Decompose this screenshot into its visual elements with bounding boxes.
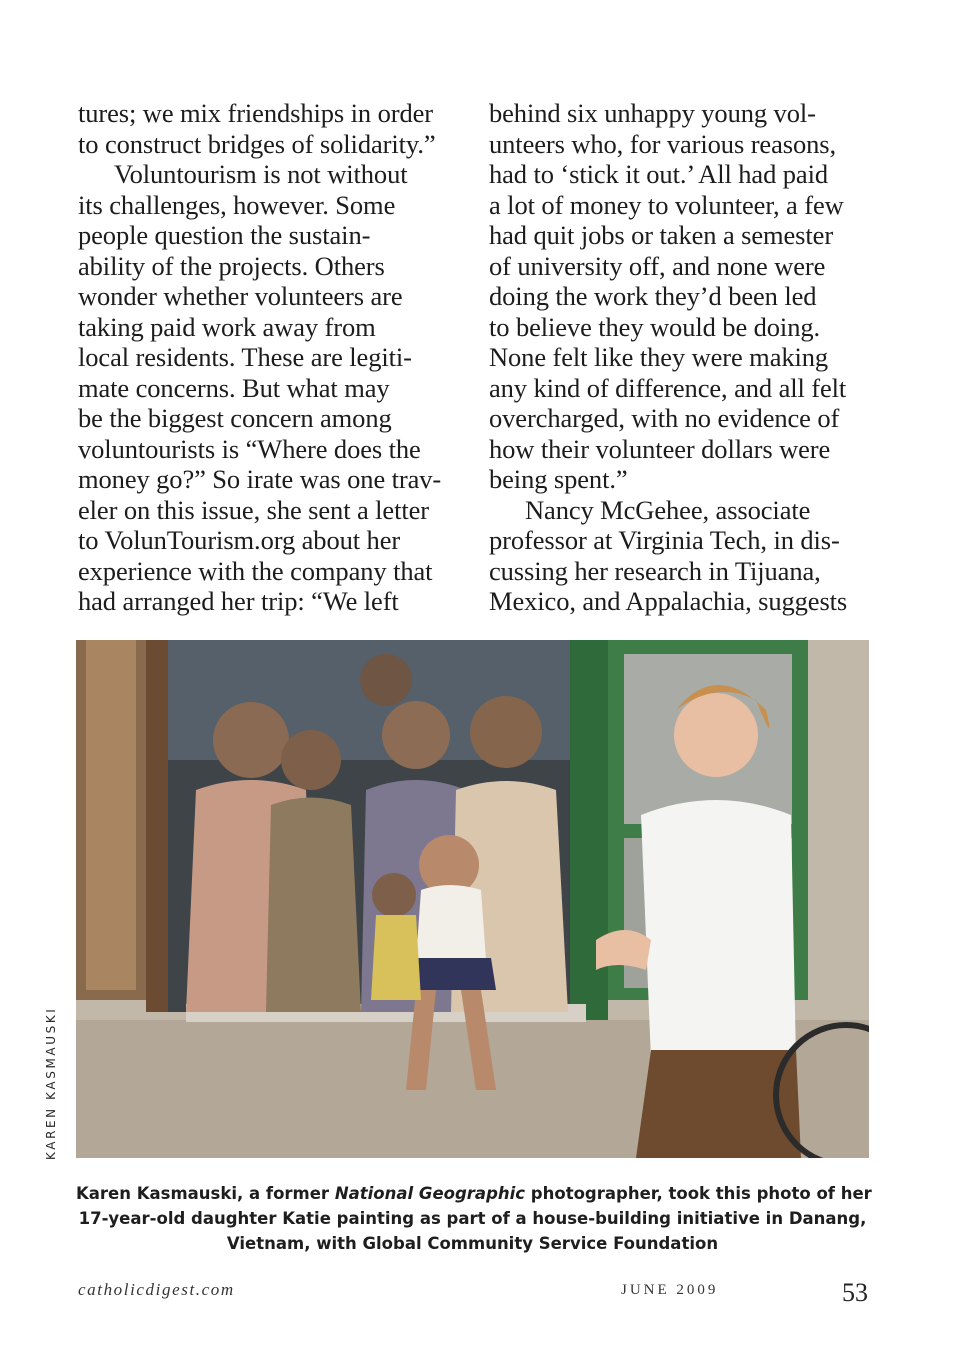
page-number: 53 (842, 1278, 868, 1307)
text-line: money go?” So irate was one trav- (78, 464, 442, 494)
article-column-left (78, 98, 460, 617)
text-line: of university off, and none were (489, 250, 826, 281)
text-line: had quit jobs or taken a semester (489, 220, 834, 250)
text-line: unteers who, for various reasons, (489, 128, 836, 159)
text-line: to VolunTourism.org about her (78, 525, 401, 555)
text-line: tures; we mix friendships in order (78, 98, 434, 128)
text-line: had arranged her trip: “We left (78, 586, 399, 616)
caption-line: 17-year-old daughter Katie painting as part of a house-building initiative in Danang, (78, 1209, 867, 1228)
caption-text: photographer, took this photo of her (525, 1184, 872, 1203)
photo-caption (76, 1181, 872, 1256)
text-line: local residents. These are legiti- (78, 342, 412, 372)
text-line: None felt like they were making (489, 342, 829, 372)
text-line: any kind of difference, and all felt (489, 372, 847, 403)
text-line: ability of the projects. Others (78, 250, 385, 281)
text-line: professor at Virginia Tech, in dis- (489, 525, 840, 555)
text-line: how their volunteer dollars were (489, 433, 831, 464)
text-line: its challenges, however. Some (78, 189, 396, 220)
text-line: behind six unhappy young vol- (489, 98, 816, 128)
text-line: voluntourists is “Where does the (78, 433, 421, 464)
text-line: a lot of money to volunteer, a few (489, 189, 844, 220)
caption-publication: National Geographic (334, 1184, 526, 1203)
caption-text: Karen Kasmauski, a former (76, 1184, 335, 1203)
caption-line (76, 1181, 872, 1206)
text-line: mate concerns. But what may (78, 372, 390, 403)
text-line: to believe they would be doing. (489, 311, 821, 342)
text-line: people question the sustain- (78, 220, 371, 250)
text-line: eler on this issue, she sent a letter (78, 494, 430, 525)
text-line: Voluntourism is not without (114, 159, 408, 189)
text-line: be the biggest concern among (78, 403, 392, 433)
text-line: to construct bridges of solidarity.” (78, 128, 436, 159)
article-photo (76, 640, 869, 1158)
text-line: doing the work they’d been led (489, 281, 817, 311)
footer-date: JUNE 2009 (621, 1282, 719, 1298)
text-line: taking paid work away from (78, 311, 376, 342)
text-line: overcharged, with no evidence of (489, 403, 840, 433)
text-line: Nancy McGehee, associate (525, 494, 811, 525)
text-line: wonder whether volunteers are (78, 281, 403, 311)
photo-credit: KAREN KASMAUSKI (44, 1006, 58, 1160)
text-line: had to ‘stick it out.’ All had paid (489, 159, 828, 189)
text-line: being spent.” (489, 464, 628, 494)
article-column-right (489, 98, 871, 617)
text-line: Mexico, and Appalachia, suggests (489, 586, 848, 616)
text-line: cussing her research in Tijuana, (489, 555, 821, 586)
caption-line: Vietnam, with Global Community Service Foundation (226, 1234, 719, 1253)
text-line: experience with the company that (78, 555, 433, 586)
footer-website: catholicdigest.com (78, 1280, 235, 1299)
